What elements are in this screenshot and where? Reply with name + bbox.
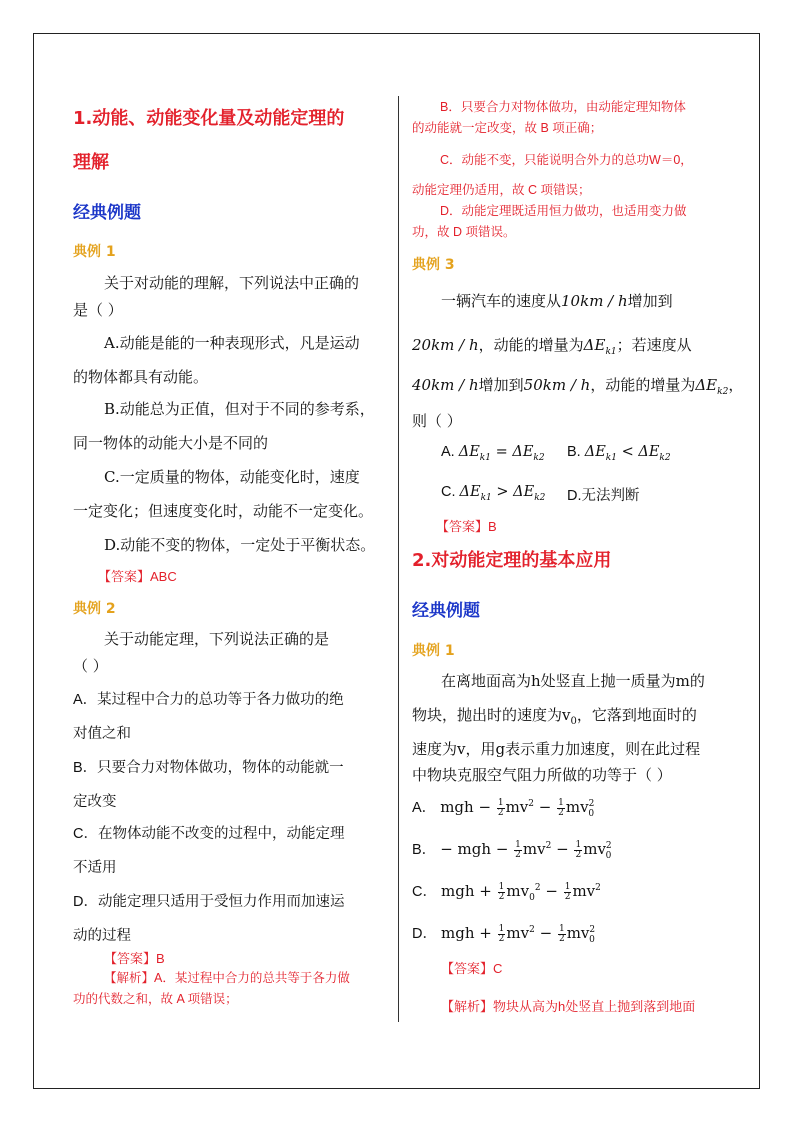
answer-text: 【答案】ABC bbox=[98, 569, 177, 584]
delta-e: ΔE bbox=[695, 376, 718, 394]
subscript: k1 bbox=[479, 452, 491, 463]
math-term: mv bbox=[505, 798, 529, 816]
option-c-cont: 一定变化；但速度变化时，动能不一定变化。 bbox=[73, 502, 374, 520]
question-text: 一辆汽车的速度从 bbox=[441, 292, 562, 310]
operator: − bbox=[538, 798, 552, 816]
analysis-c: C．动能不变，只能说明合外力的总功W＝0， bbox=[440, 153, 693, 167]
subscript: 0 bbox=[570, 716, 577, 727]
fraction: $\frac{1}{2}$ bbox=[497, 797, 504, 818]
question-text: ，动能的增量为 bbox=[478, 336, 584, 354]
option-a-cont: 的物体都具有动能。 bbox=[73, 368, 209, 386]
question-text: 关于动能定理，下列说法正确的是 bbox=[104, 630, 330, 648]
math-term: mv bbox=[565, 798, 589, 816]
option-b: B．只要合力对物体做功，物体的动能就一 bbox=[73, 760, 344, 776]
math-term: mv bbox=[506, 924, 530, 942]
fraction: $\frac{1}{2}$ bbox=[558, 923, 565, 944]
option-a: A.动能是能的一种表现形式，凡是运动 bbox=[104, 334, 360, 352]
option-a: A．某过程中合力的总功等于各力做功的绝 bbox=[73, 692, 344, 708]
option-d: D． mgh + $\frac{1}{2}$ $mv^2$ − $\frac{1}{2}$ $mv^2_0$ bbox=[412, 923, 596, 945]
math-term: − mgh bbox=[440, 840, 492, 858]
question-text: 在离地面高为h处竖直上抛一质量为m的 bbox=[441, 672, 705, 690]
operator: − bbox=[539, 924, 553, 942]
math-term: mv bbox=[572, 882, 596, 900]
operator: − bbox=[495, 840, 509, 858]
delta-e: ΔE bbox=[512, 444, 534, 460]
math-term: mgh bbox=[441, 882, 475, 900]
example-heading: 经典例题 bbox=[73, 203, 141, 223]
answer-text: 【答案】B bbox=[104, 951, 165, 966]
relation: < bbox=[621, 444, 634, 460]
option-label: C． bbox=[412, 884, 437, 900]
subscript: k1 bbox=[605, 347, 617, 357]
operator: + bbox=[479, 882, 492, 900]
option-a: A． mgh − $\frac{1}{2}$ $mv^2$ − $\frac{1}{2}$ $mv^2_0$ bbox=[412, 797, 595, 819]
answer-text: 【答案】C bbox=[441, 961, 503, 976]
delta-e: ΔE bbox=[459, 484, 481, 500]
example-label: 典例 1 bbox=[73, 244, 116, 260]
option-label: D． bbox=[412, 926, 437, 942]
analysis-text: 【解析】物块从高为h处竖直上抛到落到地面 bbox=[441, 999, 696, 1014]
subscript: k2 bbox=[534, 492, 546, 503]
speed-value: 20km / h bbox=[412, 336, 479, 354]
subscript: k1 bbox=[605, 452, 617, 463]
option-b-cont: 定改变 bbox=[73, 794, 117, 810]
math-term: mv bbox=[583, 840, 606, 858]
relation: > bbox=[496, 484, 509, 500]
math-term: mgh bbox=[441, 924, 475, 942]
option-label: A. bbox=[441, 444, 455, 460]
question-text: 速度为v，用g表示重力加速度，则在此过程 bbox=[412, 740, 701, 758]
section-title-cont: 理解 bbox=[73, 152, 109, 173]
option-c-cont: 不适用 bbox=[73, 860, 117, 876]
column-divider bbox=[398, 96, 399, 1022]
math-term: mv bbox=[566, 924, 590, 942]
option-a-cont: 对值之和 bbox=[73, 726, 131, 742]
subscript: k2 bbox=[659, 452, 671, 463]
option-d: D．动能定理只适用于受恒力作用而加速运 bbox=[73, 894, 345, 910]
fraction: $\frac{1}{2}$ bbox=[498, 881, 505, 902]
option-c: C． mgh + $\frac{1}{2}$ $mv_0^2$ − $\frac{1}{2}$ $mv^2$ bbox=[412, 881, 601, 903]
subscript: k2 bbox=[717, 387, 729, 397]
option-label: C. bbox=[441, 484, 456, 500]
option-b-cont: 同一物体的动能大小是不同的 bbox=[73, 434, 269, 452]
question-text: ；若速度从 bbox=[616, 336, 692, 354]
option-b bbox=[567, 444, 671, 463]
answer-text: 【答案】B bbox=[436, 519, 497, 534]
page-border bbox=[33, 33, 760, 1089]
option-label: A． bbox=[412, 800, 437, 816]
question-text: 物块，抛出时的速度为v bbox=[412, 706, 571, 724]
question-line bbox=[412, 704, 697, 727]
question-text: 增加到 bbox=[478, 376, 524, 394]
subscript: k1 bbox=[480, 492, 492, 503]
question-text: 增加到 bbox=[627, 292, 673, 310]
subscript: k2 bbox=[533, 452, 545, 463]
delta-e: ΔE bbox=[638, 444, 660, 460]
question-text: （ ） bbox=[73, 657, 108, 675]
speed-value: 10km / h bbox=[561, 292, 628, 310]
operator: − bbox=[545, 882, 558, 900]
option-a bbox=[441, 444, 545, 463]
delta-e: ΔE bbox=[513, 484, 535, 500]
option-d: D.动能不变的物体，一定处于平衡状态。 bbox=[104, 536, 376, 554]
analysis-d: D．动能定理既适用恒力做功，也适用变力做 bbox=[440, 204, 687, 218]
question-text: 是（ ） bbox=[73, 301, 123, 319]
question-text: ， bbox=[728, 376, 744, 394]
option-c bbox=[441, 484, 545, 503]
section-title: 1.动能、动能变化量及动能定理的 bbox=[73, 108, 345, 129]
option-d-cont: 动的过程 bbox=[73, 928, 131, 944]
fraction: $\frac{1}{2}$ bbox=[564, 881, 571, 902]
option-b: B.动能总为正值，但对于不同的参考系， bbox=[104, 400, 375, 418]
analysis-d-cont: 功，故 D 项错误。 bbox=[412, 225, 516, 239]
fraction: $\frac{1}{2}$ bbox=[575, 839, 582, 860]
analysis-c-cont: 动能定理仍适用，故 C 项错误； bbox=[412, 183, 591, 197]
example-label: 典例 1 bbox=[412, 643, 455, 659]
section-title: 2.对动能定理的基本应用 bbox=[412, 550, 612, 571]
operator: + bbox=[479, 924, 492, 942]
example-label: 典例 2 bbox=[73, 601, 116, 617]
example-heading: 经典例题 bbox=[412, 601, 480, 621]
delta-e: ΔE bbox=[458, 444, 480, 460]
option-label: B． bbox=[412, 842, 437, 858]
option-b: B． − mgh − $\frac{1}{2}$ $mv^2$ − $\frac{1}{2}$ $mv^2_0$ bbox=[412, 839, 612, 861]
option-c: C.一定质量的物体，动能变化时，速度 bbox=[104, 468, 360, 486]
question-line bbox=[441, 290, 673, 311]
fraction: $\frac{1}{2}$ bbox=[558, 797, 564, 818]
fraction: $\frac{1}{2}$ bbox=[515, 839, 521, 860]
delta-e: ΔE bbox=[584, 444, 606, 460]
option-c: C．在物体动能不改变的过程中，动能定理 bbox=[73, 826, 345, 842]
analysis-text: 【解析】A．某过程中合力的总共等于各力做 bbox=[104, 971, 350, 985]
speed-value: 40km / h bbox=[412, 376, 479, 394]
math-term: mgh bbox=[440, 798, 474, 816]
operator: − bbox=[556, 840, 569, 858]
question-text: ，它落到地面时的 bbox=[576, 706, 697, 724]
math-term: mv bbox=[506, 882, 530, 900]
speed-value: 50km / h bbox=[523, 376, 591, 394]
fraction: $\frac{1}{2}$ bbox=[498, 923, 505, 944]
operator: − bbox=[478, 798, 492, 816]
question-text: 则（ ） bbox=[412, 412, 462, 430]
example-label: 典例 3 bbox=[412, 257, 455, 273]
analysis-text-cont: 功的代数之和，故 A 项错误； bbox=[73, 992, 238, 1006]
option-d: D.无法判断 bbox=[567, 488, 640, 504]
analysis-b: B．只要合力对物体做功，由动能定理知物体 bbox=[440, 100, 686, 114]
question-line bbox=[412, 374, 743, 397]
question-text: 中物块克服空气阻力所做的功等于（ ） bbox=[412, 766, 672, 784]
relation: = bbox=[495, 444, 508, 460]
question-text: ，动能的增量为 bbox=[590, 376, 696, 394]
delta-e: ΔE bbox=[583, 336, 606, 354]
analysis-b-cont: 的动能就一定改变，故 B 项正确； bbox=[412, 121, 603, 135]
question-text: 关于对动能的理解，下列说法中正确的 bbox=[104, 274, 360, 292]
math-term: mv bbox=[522, 840, 546, 858]
question-line bbox=[412, 334, 692, 357]
option-label: B. bbox=[567, 444, 581, 460]
